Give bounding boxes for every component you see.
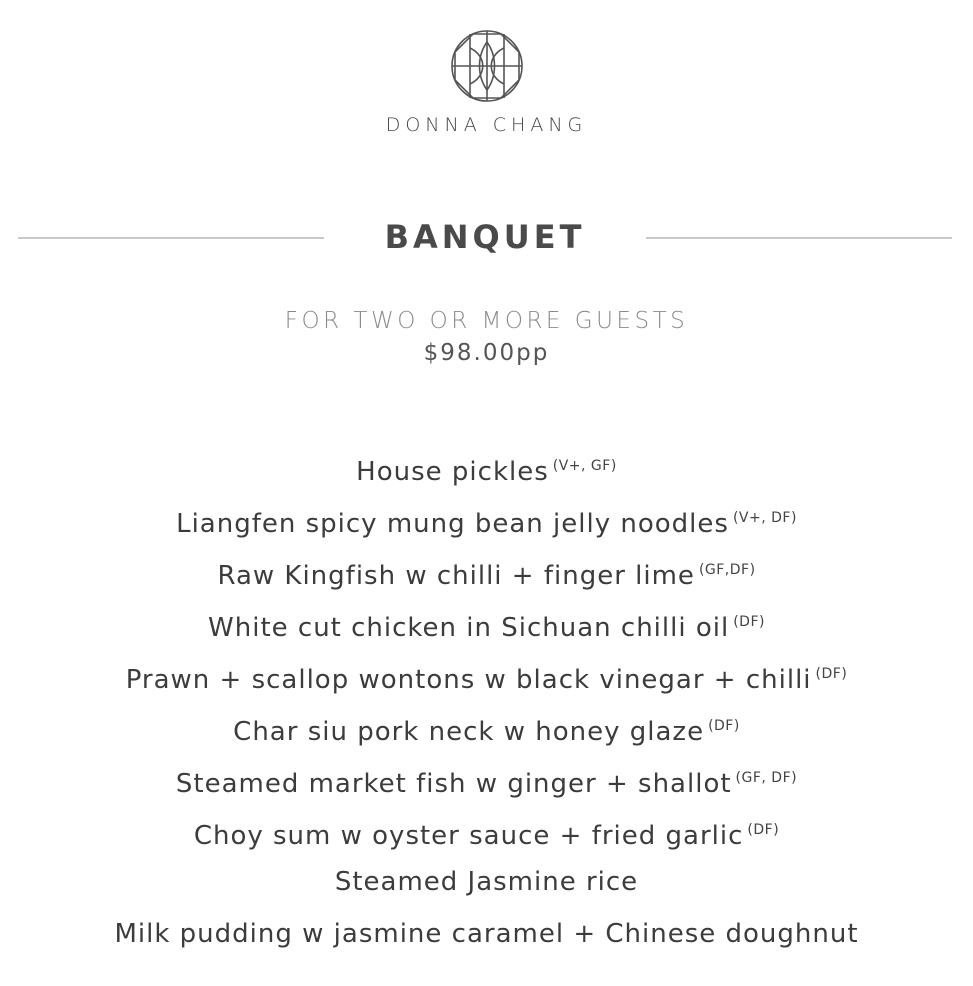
dietary-tags: (GF,DF)	[698, 562, 756, 578]
menu-item-name: Steamed Jasmine rice	[334, 867, 639, 897]
menu-item-name: Char siu pork neck w honey glaze	[233, 717, 705, 747]
brand-logo	[0, 28, 973, 136]
dietary-tags: (V+, DF)	[732, 510, 797, 526]
menu-item-name: Liangfen spicy mung bean jelly noodles	[176, 509, 729, 539]
menu-item-name: White cut chicken in Sichuan chilli oil	[208, 613, 730, 643]
menu-item	[0, 706, 973, 758]
menu-item	[0, 550, 973, 602]
menu-item	[0, 862, 973, 914]
menu-item	[0, 810, 973, 862]
menu-item-name: Choy sum w oyster sauce + fried garlic	[193, 821, 744, 851]
dietary-tags: (GF, DF)	[735, 770, 798, 786]
menu-item	[0, 446, 973, 498]
menu-item-name: Steamed market fish w ginger + shallot	[175, 769, 732, 799]
menu-item	[0, 654, 973, 706]
menu-item-name: Raw Kingfish w chilli + finger lime	[217, 561, 695, 591]
dietary-tags: (DF)	[815, 666, 848, 682]
menu-item-name: House pickles	[356, 457, 549, 487]
menu-item	[0, 758, 973, 810]
menu-item	[0, 498, 973, 550]
dietary-tags: (V+, GF)	[552, 458, 617, 474]
menu-item	[0, 602, 973, 654]
brand-name: DONNA CHANG	[385, 114, 588, 136]
menu-title: BANQUET	[384, 218, 586, 256]
menu-item-name: Milk pudding w jasmine caramel + Chinese doughnut	[114, 919, 859, 949]
menu-item	[0, 914, 973, 966]
octagon-lattice-logo-icon	[449, 28, 525, 104]
menu-items-list	[0, 446, 973, 966]
menu-price: $98.00pp	[423, 340, 550, 366]
menu-item-name: Prawn + scallop wontons w black vinegar + chilli	[125, 665, 812, 695]
dietary-tags: (DF)	[747, 822, 780, 838]
menu-subtitle: FOR TWO OR MORE GUESTS	[284, 308, 689, 334]
dietary-tags: (DF)	[708, 718, 740, 734]
dietary-tags: (DF)	[733, 614, 765, 630]
divider-right	[646, 237, 952, 239]
title-row	[18, 218, 952, 258]
